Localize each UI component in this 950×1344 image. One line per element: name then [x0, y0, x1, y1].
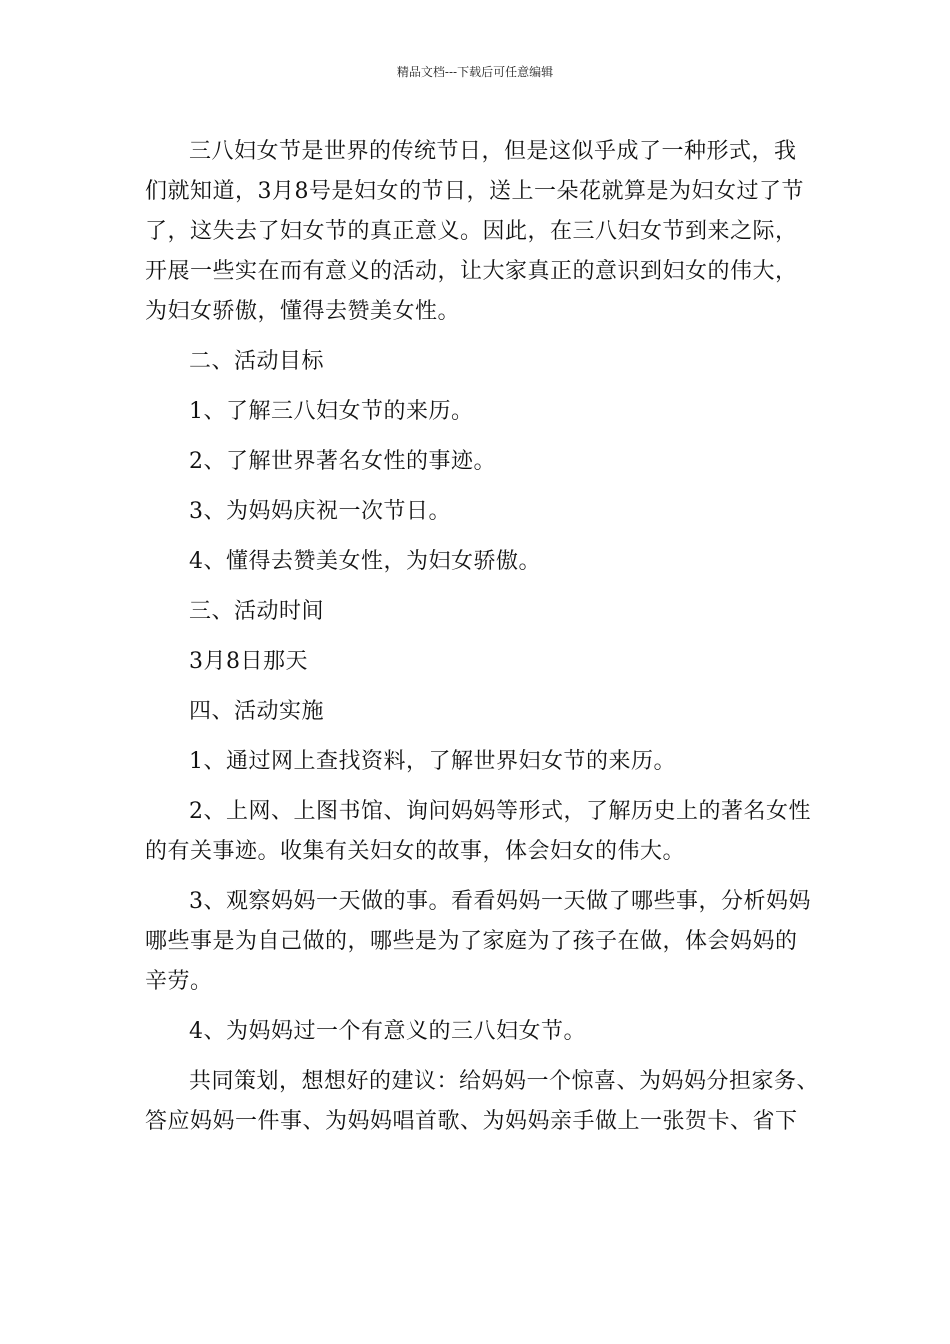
activity-date [145, 642, 825, 682]
text-line: 哪些事是为自己做的，哪些是为了家庭为了孩子在做，体会妈妈的 [145, 929, 798, 954]
text-line: 3、为妈妈庆祝一次节日。 [189, 499, 451, 524]
text-line: 1、了解三八妇女节的来历。 [189, 399, 474, 424]
list-item-goal-1 [145, 392, 825, 432]
text-line: 共同策划，想想好的建议：给妈妈一个惊喜、为妈妈分担家务、 [189, 1069, 820, 1094]
text-line: 2、上网、上图书馆、询问妈妈等形式，了解历史上的著名女性 [189, 799, 811, 824]
text-line: 三、活动时间 [189, 599, 325, 624]
text-line: 三八妇女节是世界的传统节日，但是这似乎成了一种形式，我 [189, 139, 797, 164]
section-heading-time [145, 592, 825, 632]
page-header: 精品文档---下载后可任意编辑 [396, 65, 554, 79]
text-line: 的有关事迹。收集有关妇女的故事，体会妇女的伟大。 [145, 839, 686, 864]
list-item-goal-3 [145, 492, 825, 532]
text-line: 二、活动目标 [189, 349, 325, 374]
paragraph-planning [145, 1062, 825, 1142]
section-heading-implementation [145, 692, 825, 732]
text-line: 为妇女骄傲，懂得去赞美女性。 [145, 299, 461, 324]
paragraph-intro [145, 132, 825, 332]
list-item-step-4 [145, 1012, 825, 1052]
text-line: 1、通过网上查找资料，了解世界妇女节的来历。 [189, 749, 676, 774]
list-item-goal-2 [145, 442, 825, 482]
section-heading-goals [145, 342, 825, 382]
text-line: 答应妈妈一件事、为妈妈唱首歌、为妈妈亲手做上一张贺卡、省下 [145, 1109, 798, 1134]
list-item-goal-4 [145, 542, 825, 582]
text-line: 开展一些实在而有意义的活动，让大家真正的意识到妇女的伟大， [145, 259, 798, 284]
text-line: 了，这失去了妇女节的真正意义。因此，在三八妇女节到来之际， [145, 219, 798, 244]
list-item-step-2 [145, 792, 825, 872]
text-line: 4、为妈妈过一个有意义的三八妇女节。 [189, 1019, 586, 1044]
list-item-step-1 [145, 742, 825, 782]
text-line: 们就知道，3月8号是妇女的节日，送上一朵花就算是为妇女过了节 [145, 179, 804, 204]
text-line: 2、了解世界著名女性的事迹。 [189, 449, 496, 474]
list-item-step-3 [145, 882, 825, 1002]
text-line: 四、活动实施 [189, 699, 325, 724]
text-line: 4、懂得去赞美女性，为妇女骄傲。 [189, 549, 541, 574]
document-body [145, 132, 825, 1142]
text-line: 3月8日那天 [189, 649, 308, 674]
text-line: 3、观察妈妈一天做的事。看看妈妈一天做了哪些事，分析妈妈 [189, 889, 811, 914]
text-line: 辛劳。 [145, 969, 213, 994]
